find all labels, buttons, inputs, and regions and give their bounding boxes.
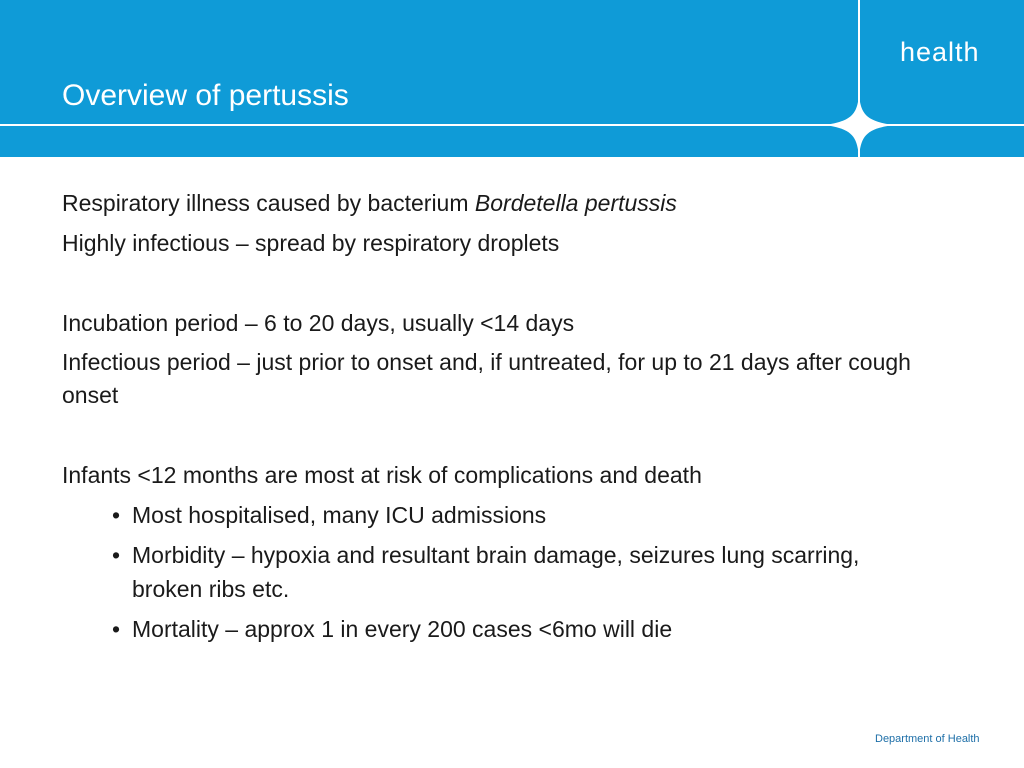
footer-brand: Department of Health: [875, 733, 980, 745]
bullet-item: [112, 498, 922, 532]
content-line-3: Incubation period – 6 to 20 days, usually <14 days: [62, 310, 575, 336]
bullet-text: Mortality – approx 1 in every 200 cases <6mo will die: [132, 616, 673, 642]
bullet-text: Most hospitalised, many ICU admissions: [132, 502, 547, 528]
content-line-1: [62, 186, 922, 220]
content-line-4: Infectious period – just prior to onset and, if untreated, for up to 21 days after cough onset: [62, 349, 911, 408]
paragraph-gap: [62, 260, 922, 306]
slide-title: Overview of pertussis: [62, 79, 349, 112]
bullet-text: Morbidity – hypoxia and resultant brain damage, seizures lung scarring, broken ribs etc.: [132, 542, 860, 602]
bullet-marker: •: [112, 502, 121, 528]
star-sparkle-icon: [825, 95, 893, 157]
bacterium-name: Bordetella pertussis: [474, 190, 677, 216]
content-line-5: Infants <12 months are most at risk of complications and death: [62, 462, 702, 488]
content-line-1-text: Respiratory illness caused by bacterium: [62, 190, 475, 216]
slide-content: [62, 186, 922, 646]
bullet-item: [112, 538, 922, 606]
content-line-2: Highly infectious – spread by respiratory droplets: [62, 230, 560, 256]
brand-wordmark: health: [900, 37, 980, 67]
paragraph-gap: [62, 412, 922, 458]
bullet-marker: •: [112, 542, 121, 568]
bullet-item: [112, 612, 922, 646]
bullet-marker: •: [112, 616, 121, 642]
